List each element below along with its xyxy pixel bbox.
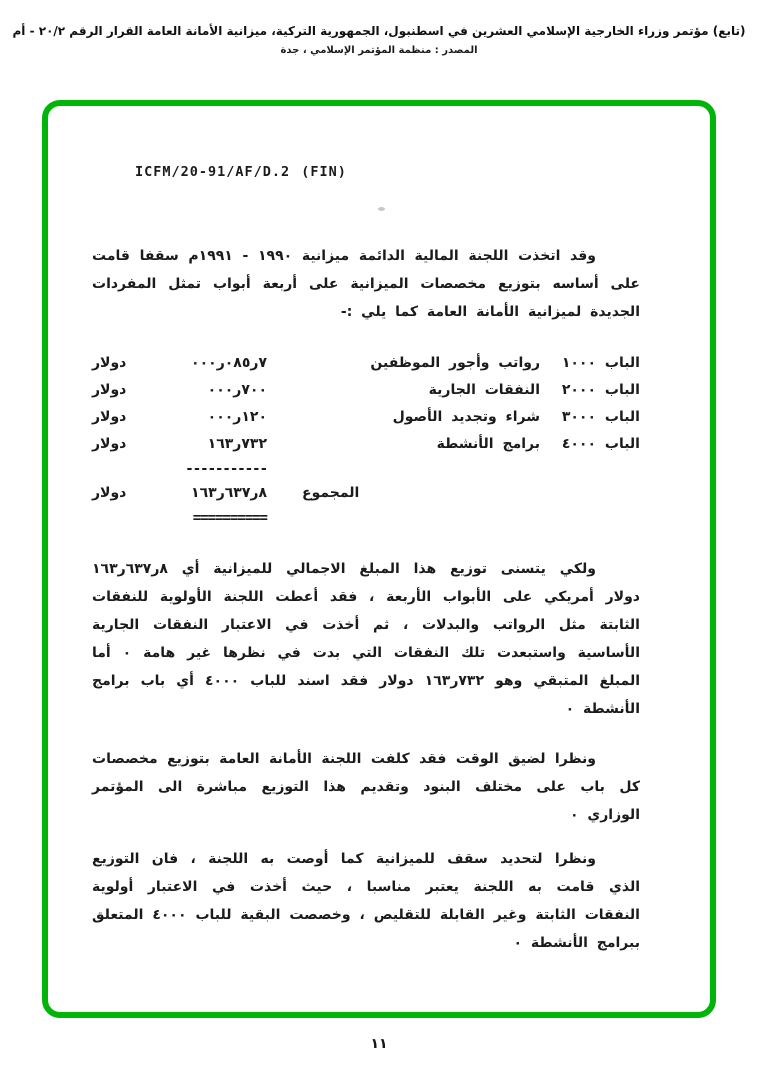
- item-label: رواتب وأجور الموظفين: [370, 355, 540, 371]
- budget-row-2: [92, 377, 640, 404]
- chapter-label: الباب ٣٠٠٠: [561, 409, 640, 425]
- page-footer: [0, 1036, 758, 1052]
- chapter-label: الباب ١٠٠٠: [561, 355, 640, 371]
- equals-separator: ==========: [192, 510, 267, 526]
- page-header: [0, 0, 758, 56]
- separator-row: [92, 458, 640, 480]
- document-frame: [42, 100, 716, 1018]
- intro-paragraph: وقد اتخذت اللجنة المالية الدائمة ميزانية ١٩٩٠ - ١٩٩١م سقفا قامت على أساسه بتوزيع مخصصات الميزانية على أربعة أبواب تمثل المفردات الجديدة لميزانية الأمانة العامة كما يلي :-: [92, 248, 640, 320]
- page-number: ١١: [370, 1036, 388, 1052]
- total-amount: ٨ر٦٣٧ر١٦٣: [191, 485, 267, 501]
- total-separator-row: [92, 507, 640, 529]
- currency-label: دولار: [92, 436, 127, 452]
- total-label: المجموع: [302, 485, 360, 501]
- paragraph-allocation: ولكي يتسنى توزيع هذا المبلغ الاجمالي للميزانية أي ٨ر٦٣٧ر١٦٣ دولار أمريكي على الأبواب الأربعة ، فقد أعطت اللجنة الأولوية للنفقات الثابتة مثل الرواتب والبدلات ، ثم أخذت في الاعتبار النفقات الجارية الأساسية واستبعدت تلك النفقات التي بدت في نظرها غير هامة ٠ أما المبلغ المتبقي وهو ٧٣٢ر١٦٣ دولار فقد اسند للباب ٤٠٠٠ أي باب برامج الأنشطة ٠: [92, 561, 640, 717]
- item-label: النفقات الجارية: [428, 382, 540, 398]
- budget-row-1: [92, 350, 640, 377]
- paragraph-time-constraint: ونظرا لضيق الوقت فقد كلفت اللجنة الأمانة العامة بتوزيع مخصصات كل باب على مختلف البنود وتقديم هذا التوزيع مباشرة الى المؤتمر الوزاري ٠: [92, 751, 640, 823]
- amount-value: ٧ر٠٨٥ر٠٠٠: [191, 355, 267, 371]
- document-ref-code: ICFM/20-91/AF/D.2 (FIN): [135, 164, 347, 180]
- currency-label: دولار: [92, 382, 127, 398]
- total-currency-label: دولار: [92, 485, 127, 501]
- paragraph-ceiling: ونظرا لتحديد سقف للميزانية كما أوصت به اللجنة ، فان التوزيع الذي قامت به اللجنة يعتبر مناسبا ، حيث أخذت في الاعتبار أولوية النفقات الثابتة وغير القابلة للتقليص ، وخصصت البقية للباب ٤٠٠٠ المتعلق ببرامج الأنشطة ٠: [92, 851, 640, 951]
- amount-value: ١٢٠ر٠٠٠: [207, 409, 267, 425]
- amount-value: ٧٠٠ر٠٠٠: [207, 382, 267, 398]
- scan-artifact: [378, 207, 385, 211]
- chapter-label: الباب ٢٠٠٠: [561, 382, 640, 398]
- header-source: المصدر : منظمة المؤتمر الإسلامي ، جدة: [280, 45, 478, 56]
- budget-table: [92, 350, 640, 529]
- header-title: (تابع) مؤتمر وزراء الخارجية الإسلامي العشرين في اسطنبول، الجمهورية التركية، ميزانية الأمانة العامة القرار الرقم ٢٠/٢ - أم: [12, 24, 746, 38]
- total-row: [92, 480, 640, 507]
- budget-row-4: [92, 431, 640, 458]
- currency-label: دولار: [92, 355, 127, 371]
- document-scan: [48, 106, 710, 957]
- chapter-label: الباب ٤٠٠٠: [561, 436, 640, 452]
- amount-value: ٧٣٢ر١٦٣: [207, 436, 267, 452]
- budget-row-3: [92, 404, 640, 431]
- currency-label: دولار: [92, 409, 127, 425]
- dashes-separator: -----------: [185, 461, 267, 477]
- item-label: برامج الأنشطة: [436, 436, 540, 452]
- item-label: شراء وتجديد الأصول: [392, 409, 540, 425]
